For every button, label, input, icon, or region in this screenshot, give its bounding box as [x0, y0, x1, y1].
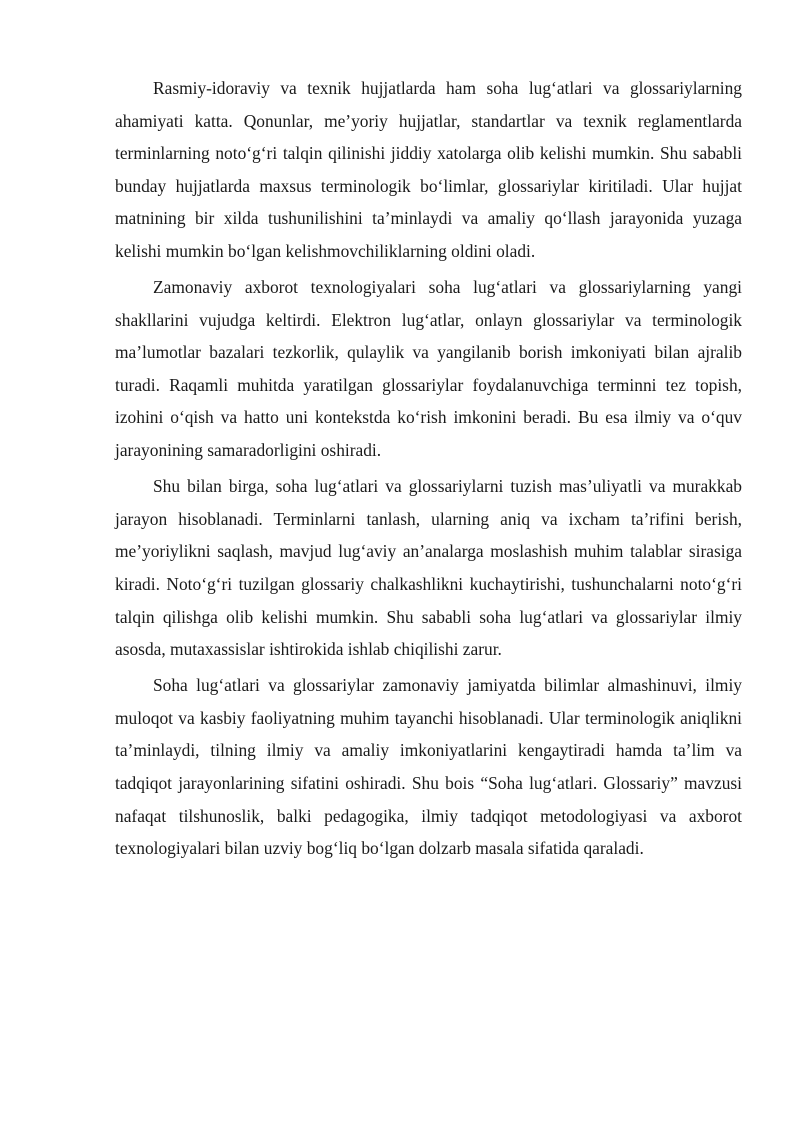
paragraph-compilation-responsibility: Shu bilan birga, soha lug‘atlari va glossariylarni tuzish mas’uliyatli va murakkab jarayon hisoblanadi. Terminlarni tanlash, ularning aniq va ixcham ta’rifini berish, me’yoriylikni saqlash, mavjud lug‘aviy an’analarga moslashish muhim talablar sirasiga kiradi. Noto‘g‘ri tuzilgan glossariy chalkashlikni kuchaytirishi, tushunchalarni noto‘g‘ri talqin qilishga olib kelishi mumkin. Shu sababli soha lug‘atlari va glossariylar ilmiy asosda, mutaxassislar ishtirokida ishlab chiqilishi zarur.	[115, 476, 742, 660]
paragraph-conclusion: Soha lug‘atlari va glossariylar zamonaviy jamiyatda bilimlar almashinuvi, ilmiy muloqot va kasbiy faoliyatning muhim tayanchi hisoblanadi. Ular terminologik aniqlikni ta’minlaydi, tilning ilmiy va amaliy imkoniyatlarini kengaytiradi hamda ta’lim va tadqiqot jarayonlarining sifatini oshiradi. Shu bois “Soha lug‘atlari. Glossariy” mavzusi nafaqat tilshunoslik, balki pedagogika, ilmiy tadqiqot metodologiyasi va axborot texnologiyalari bilan uzviy bog‘liq bo‘lgan dolzarb masala sifatida qaraladi.	[115, 675, 742, 859]
paragraph-information-technologies: Zamonaviy axborot texnologiyalari soha lug‘atlari va glossariylarning yangi shakllarini vujudga keltirdi. Elektron lug‘atlar, onlayn glossariylar va terminologik ma’lumotlar bazalari tezkorlik, qulaylik va yangilanib borish imkoniyati bilan ajralib turadi. Raqamli muhitda yaratilgan glossariylar foydalanuvchiga terminni tez topish, izohini o‘qish va hatto uni kontekstda ko‘rish imkonini beradi. Bu esa ilmiy va o‘quv jarayonining samaradorligini oshiradi.	[115, 277, 742, 461]
document-body	[115, 72, 742, 868]
paragraph-official-documents: Rasmiy-idoraviy va texnik hujjatlarda ham soha lug‘atlari va glossariylarning ahamiyati katta. Qonunlar, me’yoriy hujjatlar, standartlar va texnik reglamentlarda terminlarning noto‘g‘ri talqin qilinishi jiddiy xatolarga olib kelishi mumkin. Shu sababli bunday hujjatlarda maxsus terminologik bo‘limlar, glossariylar kiritiladi. Ular hujjat matnining bir xilda tushunilishini ta’minlaydi va amaliy qo‘llash jarayonida yuzaga kelishi mumkin bo‘lgan kelishmovchiliklarning oldini oladi.	[115, 78, 742, 261]
